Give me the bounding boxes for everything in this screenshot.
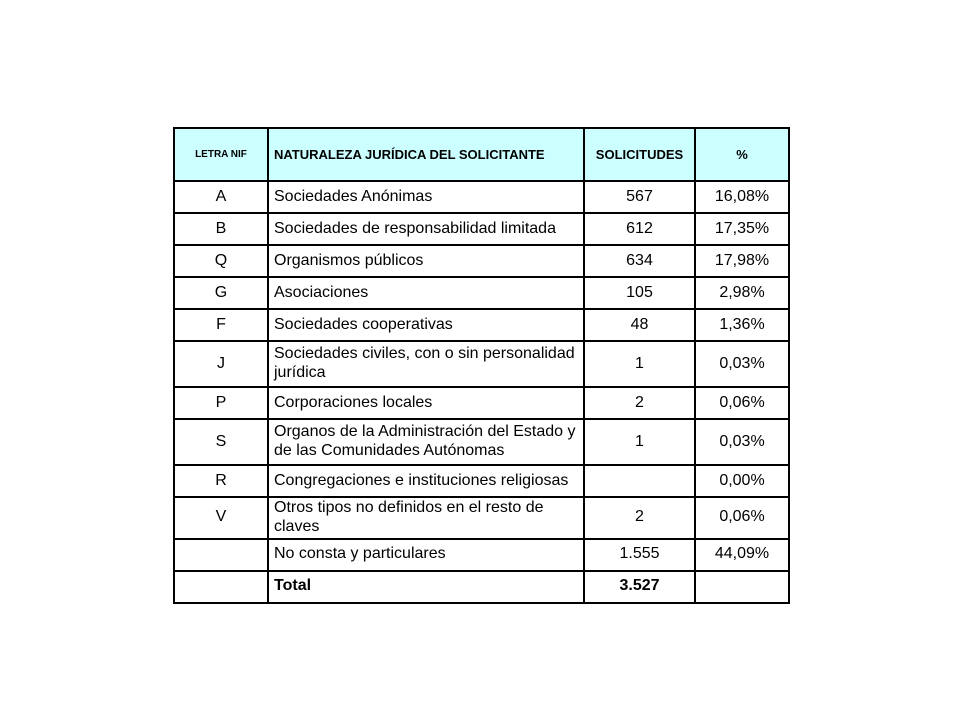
cell-naturaleza: Asociaciones bbox=[268, 277, 584, 309]
cell-letra-nif: J bbox=[174, 341, 268, 387]
cell-letra-nif bbox=[174, 571, 268, 603]
cell-naturaleza: Organos de la Administración del Estado y de las Comunidades Autónomas bbox=[268, 419, 584, 465]
table-row bbox=[174, 181, 789, 213]
col-header-porcentaje: % bbox=[695, 128, 789, 181]
cell-letra-nif: S bbox=[174, 419, 268, 465]
cell-solicitudes: 105 bbox=[584, 277, 695, 309]
table-row-total bbox=[174, 571, 789, 603]
table-row bbox=[174, 245, 789, 277]
cell-porcentaje: 16,08% bbox=[695, 181, 789, 213]
table-row bbox=[174, 497, 789, 539]
cell-naturaleza: Congregaciones e instituciones religiosas bbox=[268, 465, 584, 497]
cell-porcentaje: 17,35% bbox=[695, 213, 789, 245]
cell-letra-nif: Q bbox=[174, 245, 268, 277]
header-row bbox=[174, 128, 789, 181]
cell-naturaleza: Sociedades Anónimas bbox=[268, 181, 584, 213]
cell-letra-nif: A bbox=[174, 181, 268, 213]
cell-porcentaje: 0,03% bbox=[695, 341, 789, 387]
cell-solicitudes: 2 bbox=[584, 387, 695, 419]
cell-letra-nif: V bbox=[174, 497, 268, 539]
cell-solicitudes: 634 bbox=[584, 245, 695, 277]
cell-letra-nif: R bbox=[174, 465, 268, 497]
solicitudes-por-naturaleza-juridica-table bbox=[173, 127, 790, 604]
cell-total-solicitudes: 3.527 bbox=[584, 571, 695, 603]
cell-letra-nif: F bbox=[174, 309, 268, 341]
cell-naturaleza: Organismos públicos bbox=[268, 245, 584, 277]
table-row bbox=[174, 465, 789, 497]
cell-naturaleza: Corporaciones locales bbox=[268, 387, 584, 419]
cell-porcentaje: 2,98% bbox=[695, 277, 789, 309]
cell-porcentaje: 0,00% bbox=[695, 465, 789, 497]
cell-solicitudes: 2 bbox=[584, 497, 695, 539]
cell-letra-nif: P bbox=[174, 387, 268, 419]
col-header-naturaleza-juridica: NATURALEZA JURÍDICA DEL SOLICITANTE bbox=[268, 128, 584, 181]
table-row bbox=[174, 213, 789, 245]
cell-naturaleza: Sociedades civiles, con o sin personalidad jurídica bbox=[268, 341, 584, 387]
cell-naturaleza: Sociedades de responsabilidad limitada bbox=[268, 213, 584, 245]
cell-porcentaje: 17,98% bbox=[695, 245, 789, 277]
cell-solicitudes: 1 bbox=[584, 419, 695, 465]
table-row bbox=[174, 277, 789, 309]
cell-naturaleza: Otros tipos no definidos en el resto de claves bbox=[268, 497, 584, 539]
cell-naturaleza: Sociedades cooperativas bbox=[268, 309, 584, 341]
table-row bbox=[174, 539, 789, 571]
table-row bbox=[174, 419, 789, 465]
cell-porcentaje: 0,03% bbox=[695, 419, 789, 465]
cell-letra-nif: G bbox=[174, 277, 268, 309]
col-header-solicitudes: SOLICITUDES bbox=[584, 128, 695, 181]
cell-solicitudes: 1 bbox=[584, 341, 695, 387]
cell-porcentaje: 1,36% bbox=[695, 309, 789, 341]
table-row bbox=[174, 309, 789, 341]
cell-porcentaje: 0,06% bbox=[695, 387, 789, 419]
table-row bbox=[174, 341, 789, 387]
cell-total-label: Total bbox=[268, 571, 584, 603]
col-header-letra-nif: LETRA NIF bbox=[174, 128, 268, 181]
cell-solicitudes: 48 bbox=[584, 309, 695, 341]
cell-porcentaje: 0,06% bbox=[695, 497, 789, 539]
cell-porcentaje: 44,09% bbox=[695, 539, 789, 571]
cell-solicitudes: 1.555 bbox=[584, 539, 695, 571]
table-row bbox=[174, 387, 789, 419]
cell-naturaleza: No consta y particulares bbox=[268, 539, 584, 571]
cell-porcentaje bbox=[695, 571, 789, 603]
cell-solicitudes bbox=[584, 465, 695, 497]
cell-solicitudes: 612 bbox=[584, 213, 695, 245]
cell-letra-nif: B bbox=[174, 213, 268, 245]
cell-letra-nif bbox=[174, 539, 268, 571]
cell-solicitudes: 567 bbox=[584, 181, 695, 213]
